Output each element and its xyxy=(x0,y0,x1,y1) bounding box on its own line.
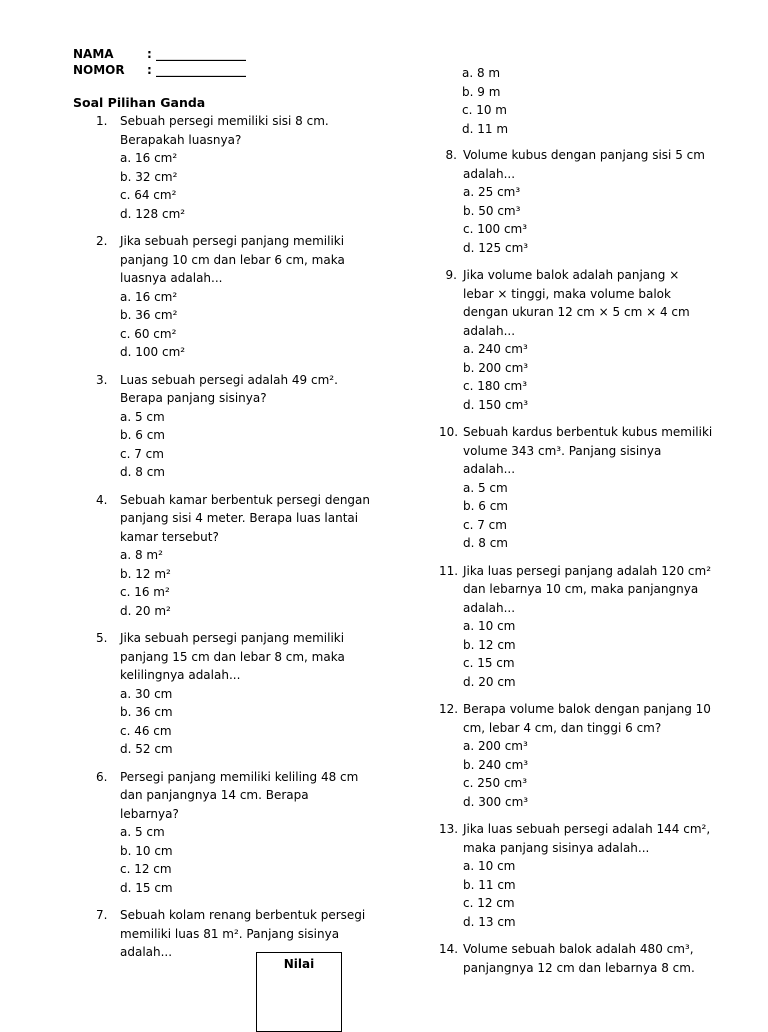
answer-option: c. 12 cm xyxy=(120,862,172,876)
answer-option: d. 52 cm xyxy=(120,742,173,756)
answer-option: b. 200 cm³ xyxy=(463,360,529,375)
question-item xyxy=(439,820,729,931)
answer-options xyxy=(120,823,386,897)
answer-option: c. 64 cm² xyxy=(120,188,177,202)
answer-options xyxy=(120,408,386,482)
answer-option: b. 6 cm xyxy=(463,499,508,513)
answer-option: d. 20 m² xyxy=(120,603,171,618)
question-number: 2. xyxy=(96,234,108,248)
question-number: 6. xyxy=(96,769,108,784)
answer-option: b. 6 cm xyxy=(120,428,165,442)
answer-option: b. 36 cm xyxy=(120,705,173,719)
question-text: Jika volume balok adalah panjang × lebar × tinggi, maka volume balok dengan ukuran 12 cm × 5 cm × 4 cm adalah... xyxy=(463,268,690,338)
name-field: : _______________ xyxy=(147,47,246,61)
answer-option: c. 12 cm xyxy=(463,896,515,910)
answer-option: c. 15 cm xyxy=(463,656,515,670)
answer-option: c. 7 cm xyxy=(463,517,507,532)
question-text: Berapa volume balok dengan panjang 10 cm, lebar 4 cm, dan tinggi 6 cm? xyxy=(463,702,711,735)
answer-option: c. 180 cm³ xyxy=(463,379,528,393)
answer-option: c. 60 cm² xyxy=(120,326,177,341)
answer-option: d. 125 cm³ xyxy=(463,240,529,255)
answer-option: d. 11 m xyxy=(462,121,509,136)
answer-option: b. 12 cm xyxy=(463,637,516,652)
answer-option: d. 13 cm xyxy=(463,914,516,929)
answer-options xyxy=(463,340,729,414)
question-number: 4. xyxy=(96,492,108,507)
question-number: 7. xyxy=(96,908,108,922)
left-column-questions xyxy=(96,112,386,971)
answer-option: d. 15 cm xyxy=(120,880,173,895)
question-text: Sebuah kamar berbentuk persegi dengan panjang sisi 4 meter. Berapa luas lantai kamar tersebut? xyxy=(120,492,371,544)
answer-option: c. 10 m xyxy=(462,103,507,117)
question-text: Jika sebuah persegi panjang memiliki panjang 15 cm dan lebar 8 cm, maka kelilingnya adalah... xyxy=(120,631,345,682)
answer-option: c. 100 cm³ xyxy=(463,222,528,236)
question-item xyxy=(439,562,729,692)
answer-option: c. 46 cm xyxy=(120,723,172,738)
question-item xyxy=(96,906,386,962)
continued-options xyxy=(462,64,508,138)
answer-option: b. 10 cm xyxy=(120,843,173,858)
question-item xyxy=(96,112,386,223)
question-number: 5. xyxy=(96,631,108,645)
answer-option: d. 8 cm xyxy=(120,465,165,479)
question-number: 10. xyxy=(439,425,459,439)
question-number: 11. xyxy=(439,563,459,578)
right-column-questions xyxy=(439,146,729,986)
answer-option: d. 300 cm³ xyxy=(463,794,529,809)
question-item xyxy=(439,700,729,811)
question-item xyxy=(439,940,729,977)
answer-options xyxy=(120,546,386,620)
student-info-header xyxy=(73,46,246,78)
answer-option: a. 5 cm xyxy=(463,480,508,495)
section-title: Soal Pilihan Ganda xyxy=(73,95,206,110)
answer-option: a. 16 cm² xyxy=(120,151,178,165)
question-number: 9. xyxy=(445,268,457,282)
question-number: 14. xyxy=(439,942,459,956)
number-label: NOMOR xyxy=(73,63,125,77)
question-text: Volume kubus dengan panjang sisi 5 cm adalah... xyxy=(463,148,705,181)
question-item xyxy=(96,629,386,759)
answer-option: a. 200 cm³ xyxy=(463,739,528,753)
answer-options xyxy=(463,479,729,553)
answer-option: a. 8 m² xyxy=(120,548,163,562)
question-text: Sebuah kardus berbentuk kubus memiliki volume 343 cm³. Panjang sisinya adalah... xyxy=(463,425,713,476)
answer-option: a. 5 cm xyxy=(120,409,165,424)
answer-option: a. 240 cm³ xyxy=(463,342,528,356)
answer-option: c. 16 m² xyxy=(120,585,170,599)
question-text: Sebuah kolam renang berbentuk persegi memiliki luas 81 m². Panjang sisinya adalah... xyxy=(120,908,366,959)
answer-option: a. 16 cm² xyxy=(120,289,178,304)
answer-option: d. 8 cm xyxy=(463,536,508,550)
answer-option: d. 150 cm³ xyxy=(463,397,529,412)
score-label: Nilai xyxy=(283,957,315,971)
question-item xyxy=(439,146,729,257)
number-field: : _______________ xyxy=(147,63,246,77)
answer-option: a. 8 m xyxy=(462,66,501,80)
answer-option: b. 32 cm² xyxy=(120,169,178,184)
question-text: Volume sebuah balok adalah 480 cm³, panjangnya 12 cm dan lebarnya 8 cm. xyxy=(463,942,695,975)
answer-option: d. 100 cm² xyxy=(120,345,186,359)
answer-options xyxy=(120,685,386,759)
question-number: 8. xyxy=(445,148,457,162)
question-number: 12. xyxy=(439,702,459,716)
answer-option: a. 30 cm xyxy=(120,686,173,701)
question-item xyxy=(96,768,386,898)
answer-option: b. 50 cm³ xyxy=(463,203,521,218)
name-row xyxy=(73,46,246,62)
question-item xyxy=(96,491,386,621)
answer-option: c. 250 cm³ xyxy=(463,776,528,790)
question-item xyxy=(96,371,386,482)
answer-options xyxy=(463,857,729,931)
answer-option: d. 20 cm xyxy=(463,674,516,689)
answer-option: b. 12 m² xyxy=(120,566,171,581)
answer-option: a. 25 cm³ xyxy=(463,185,521,199)
question-item xyxy=(439,266,729,414)
question-text: Luas sebuah persegi adalah 49 cm². Berapa panjang sisinya? xyxy=(120,372,338,405)
score-box xyxy=(256,952,342,1032)
question-text: Persegi panjang memiliki keliling 48 cm dan panjangnya 14 cm. Berapa lebarnya? xyxy=(120,769,359,821)
answer-option: b. 9 m xyxy=(462,84,501,99)
number-row xyxy=(73,62,246,78)
answer-option: b. 11 cm xyxy=(463,877,516,892)
answer-options xyxy=(463,617,729,691)
question-text: Jika luas sebuah persegi adalah 144 cm², maka panjang sisinya adalah... xyxy=(463,822,711,855)
answer-options xyxy=(463,737,729,811)
answer-option: d. 128 cm² xyxy=(120,206,186,221)
question-text: Sebuah persegi memiliki sisi 8 cm. Berapakah luasnya? xyxy=(120,114,329,147)
answer-option: b. 36 cm² xyxy=(120,308,178,322)
answer-option: a. 10 cm xyxy=(463,859,516,873)
question-text: Jika luas persegi panjang adalah 120 cm² dan lebarnya 10 cm, maka panjangnya adalah... xyxy=(463,563,712,615)
answer-option: b. 240 cm³ xyxy=(463,757,529,772)
question-item xyxy=(96,232,386,362)
answer-options xyxy=(120,288,386,362)
question-number: 1. xyxy=(96,114,108,128)
answer-options xyxy=(463,183,729,257)
answer-option: a. 5 cm xyxy=(120,825,165,839)
question-number: 13. xyxy=(439,822,459,836)
question-item xyxy=(439,423,729,553)
answer-option: c. 7 cm xyxy=(120,446,164,461)
answer-option: a. 10 cm xyxy=(463,619,516,633)
question-number: 3. xyxy=(96,372,108,387)
question-text: Jika sebuah persegi panjang memiliki panjang 10 cm dan lebar 6 cm, maka luasnya adalah... xyxy=(120,234,345,285)
answer-options xyxy=(120,149,386,223)
name-label: NAMA xyxy=(73,47,114,61)
